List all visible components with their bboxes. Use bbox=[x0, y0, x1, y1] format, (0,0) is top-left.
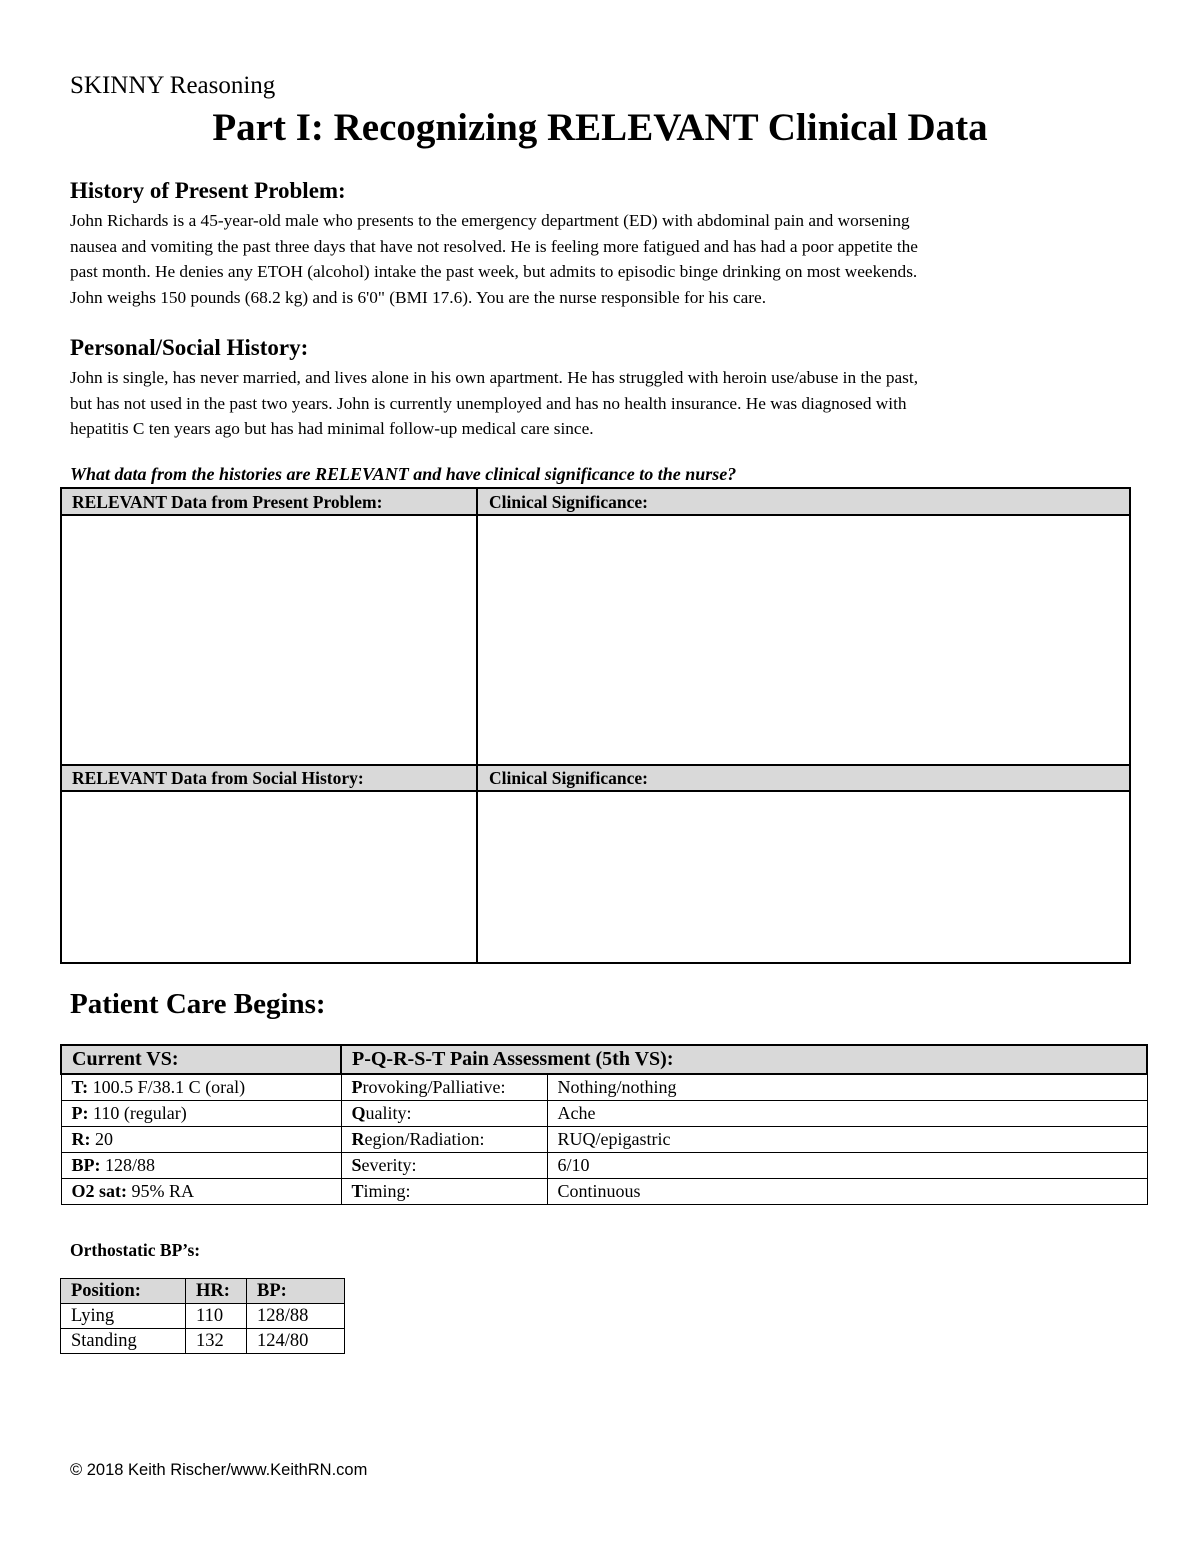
pqrst-label-cell bbox=[341, 1126, 547, 1152]
table-cell: Standing bbox=[61, 1329, 186, 1354]
pqrst-label: rovoking/Palliative: bbox=[362, 1076, 506, 1097]
orthostatic-label: Orthostatic BP’s: bbox=[70, 1240, 201, 1260]
vs-label: T: bbox=[71, 1076, 89, 1097]
pqrst-value: Ache bbox=[547, 1100, 1147, 1126]
history-line: past month. He denies any ETOH (alcohol) intake the past week, but admits to episodic binge drinking on most weekends. bbox=[70, 262, 918, 281]
pqrst-initial: R bbox=[351, 1128, 365, 1149]
table-cell: 128/88 bbox=[247, 1304, 345, 1329]
vs-value: 100.5 F/38.1 C (oral) bbox=[88, 1076, 246, 1097]
social-data-entry-cell[interactable] bbox=[62, 792, 476, 962]
relevance-question: What data from the histories are RELEVANT and have clinical significance to the nurse? bbox=[70, 464, 737, 484]
history-line: John weighs 150 pounds (68.2 kg) and is 6'0" (BMI 17.6). You are the nurse responsible for his care. bbox=[70, 287, 767, 307]
pqrst-label: everity: bbox=[361, 1154, 417, 1175]
table-header-row bbox=[61, 1279, 345, 1304]
vs-cell bbox=[61, 1152, 341, 1178]
vs-value: 95% RA bbox=[127, 1180, 194, 1201]
table-cell: 110 bbox=[186, 1304, 247, 1329]
vs-label: BP: bbox=[71, 1154, 101, 1175]
vs-cell bbox=[61, 1178, 341, 1204]
social-significance-entry-cell[interactable] bbox=[478, 792, 1129, 962]
vs-header-row bbox=[61, 1045, 1147, 1074]
pqrst-value: Continuous bbox=[547, 1178, 1147, 1204]
vs-value: 128/88 bbox=[100, 1154, 156, 1175]
vs-label: R: bbox=[71, 1128, 91, 1149]
vs-cell bbox=[61, 1074, 341, 1100]
table-row bbox=[61, 1329, 345, 1354]
orthostatic-table bbox=[60, 1278, 345, 1354]
table-cell: Lying bbox=[61, 1304, 186, 1329]
table-row bbox=[61, 1304, 345, 1329]
column-header: Position: bbox=[61, 1279, 186, 1304]
history-heading: History of Present Problem: bbox=[70, 178, 346, 203]
history-paragraph bbox=[70, 208, 1140, 310]
history-line: nausea and vomiting the past three days that have not resolved. He is feeling more fatigued and has had a poor appetite the bbox=[70, 236, 918, 256]
pqrst-initial: Q bbox=[351, 1102, 366, 1123]
social-paragraph bbox=[70, 365, 1140, 442]
column-header: HR: bbox=[186, 1279, 247, 1304]
social-line: hepatitis C ten years ago but has had minimal follow-up medical care since. bbox=[70, 419, 594, 438]
table-row bbox=[61, 1100, 1147, 1126]
pqrst-label-cell bbox=[341, 1074, 547, 1100]
document-supertitle: SKINNY Reasoning bbox=[70, 72, 276, 99]
pqrst-initial: T bbox=[351, 1180, 364, 1201]
pqrst-header: P-Q-R-S-T Pain Assessment (5th VS): bbox=[341, 1045, 1147, 1074]
vs-cell bbox=[61, 1100, 341, 1126]
social-line: John is single, has never married, and lives alone in his own apartment. He has struggled with heroin use/abuse in the past, bbox=[70, 368, 919, 387]
vs-label: P: bbox=[71, 1102, 89, 1123]
history-line: John Richards is a 45-year-old male who presents to the emergency department (ED) with abdominal pain and worsening bbox=[70, 211, 910, 230]
pqrst-label: iming: bbox=[363, 1180, 411, 1201]
table-cell: 132 bbox=[186, 1329, 247, 1354]
pqrst-value: Nothing/nothing bbox=[547, 1074, 1147, 1100]
pqrst-label-cell bbox=[341, 1178, 547, 1204]
present-significance-entry-cell[interactable] bbox=[478, 516, 1129, 764]
pqrst-value: 6/10 bbox=[547, 1152, 1147, 1178]
pqrst-label-cell bbox=[341, 1100, 547, 1126]
pqrst-value: RUQ/epigastric bbox=[547, 1126, 1147, 1152]
pqrst-initial: S bbox=[351, 1154, 362, 1175]
copyright-footer: © 2018 Keith Rischer/www.KeithRN.com bbox=[70, 1461, 368, 1479]
column-header: BP: bbox=[247, 1279, 345, 1304]
table-row bbox=[61, 1178, 1147, 1204]
relevant-data-grid bbox=[60, 487, 1131, 964]
vs-value: 110 (regular) bbox=[88, 1102, 187, 1123]
present-problem-header: RELEVANT Data from Present Problem: bbox=[72, 492, 383, 512]
current-vs-header: Current VS: bbox=[61, 1045, 341, 1074]
page-title: Part I: Recognizing RELEVANT Clinical Data bbox=[212, 106, 988, 149]
social-significance-header: Clinical Significance: bbox=[489, 768, 648, 788]
vs-cell bbox=[61, 1126, 341, 1152]
table-row bbox=[61, 1152, 1147, 1178]
social-heading: Personal/Social History: bbox=[70, 335, 309, 360]
pqrst-label-cell bbox=[341, 1152, 547, 1178]
table-cell: 124/80 bbox=[247, 1329, 345, 1354]
present-data-entry-cell[interactable] bbox=[62, 516, 476, 764]
patient-care-heading: Patient Care Begins: bbox=[70, 988, 326, 1020]
pqrst-initial: P bbox=[351, 1076, 363, 1097]
social-history-header: RELEVANT Data from Social History: bbox=[72, 768, 364, 788]
pqrst-label: uality: bbox=[365, 1102, 412, 1123]
vital-signs-table bbox=[60, 1044, 1148, 1205]
social-line: but has not used in the past two years. John is currently unemployed and has no health insurance. He was diagnosed with bbox=[70, 393, 907, 413]
pqrst-label: egion/Radiation: bbox=[364, 1128, 485, 1149]
table-row bbox=[61, 1074, 1147, 1100]
vs-label: O2 sat: bbox=[71, 1180, 127, 1201]
present-significance-header: Clinical Significance: bbox=[489, 492, 648, 512]
table-row bbox=[61, 1126, 1147, 1152]
vs-value: 20 bbox=[90, 1128, 113, 1149]
